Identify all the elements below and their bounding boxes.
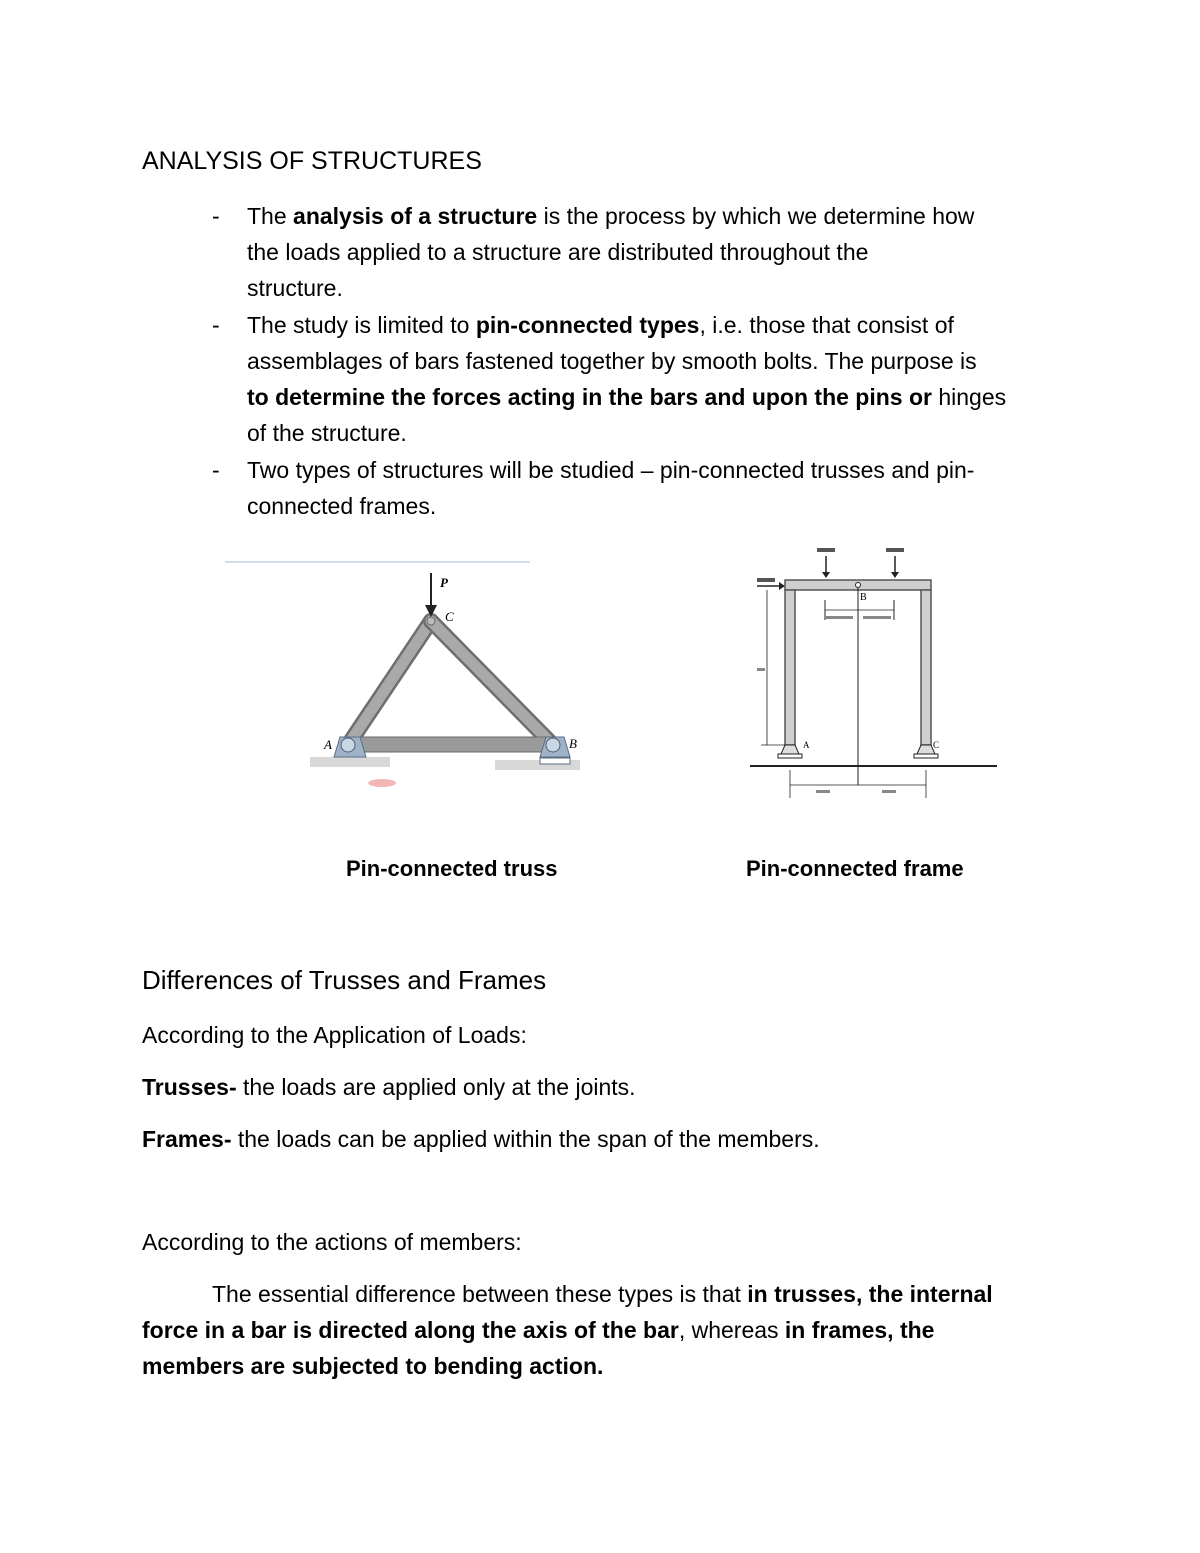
para-line-1: The essential difference between these types is that in trusses, the internal — [212, 1281, 993, 1307]
bullet-1-line-2: the loads applied to a structure are distributed throughout the — [247, 239, 869, 265]
subheading-actions: According to the actions of members: — [142, 1229, 522, 1255]
frames-line: Frames- the loads can be applied within the span of the members. — [142, 1126, 820, 1152]
column-right — [921, 590, 931, 745]
para-line-3: members are subjected to bending action. — [142, 1353, 604, 1379]
joint-label-c: C — [445, 609, 454, 624]
joint-label-c: C — [933, 740, 940, 750]
pin-c — [427, 617, 435, 625]
bullet-1-line-3: structure. — [247, 275, 343, 301]
bullet-3-line-2: connected frames. — [247, 493, 437, 519]
page-title: ANALYSIS OF STRUCTURES — [142, 147, 482, 175]
joint-label-a: A — [324, 737, 332, 752]
subheading-application: According to the Application of Loads: — [142, 1022, 527, 1048]
joint-label-b: B — [569, 736, 577, 751]
roller-b — [540, 758, 570, 764]
frame-caption: Pin-connected frame — [746, 856, 964, 881]
section-heading: Differences of Trusses and Frames — [142, 965, 547, 995]
joint-label-b: B — [860, 592, 867, 603]
bullet-2-line-2: assemblages of bars fastened together by smooth bolts. The purpose is — [247, 348, 977, 374]
bullet-dash: - — [212, 312, 220, 338]
pin-a — [341, 738, 355, 752]
load-tag-2 — [886, 548, 904, 552]
column-left — [785, 590, 795, 745]
bullet-2-line-4: of the structure. — [247, 420, 407, 446]
trusses-line: Trusses- the loads are applied only at the joints. — [142, 1074, 636, 1100]
bullet-2-line-3: to determine the forces acting in the bars and upon the pins or hinges — [247, 384, 1007, 410]
shadow-mark — [368, 779, 396, 787]
load-tag-1 — [817, 548, 835, 552]
frame-figure — [745, 540, 1005, 805]
joint-label-a: A — [803, 740, 810, 750]
hinge-b — [856, 583, 861, 588]
pin-b — [546, 738, 560, 752]
bullet-dash: - — [212, 457, 220, 483]
load-label: P — [440, 575, 448, 590]
bullet-2-line-1: The study is limited to pin-connected types, i.e. those that consist of — [247, 312, 954, 338]
bullet-1-line-1: The analysis of a structure is the process by which we determine how — [247, 203, 975, 229]
bullet-3-line-1: Two types of structures will be studied – pin-connected trusses and pin- — [247, 457, 975, 483]
para-line-2: force in a bar is directed along the axis of the bar, whereas in frames, the — [142, 1317, 935, 1343]
truss-caption: Pin-connected truss — [346, 856, 558, 881]
ground-left — [310, 757, 390, 767]
member-cb-face — [431, 621, 553, 745]
bullet-dash: - — [212, 203, 220, 229]
member-ab — [348, 737, 553, 752]
truss-figure — [220, 555, 600, 795]
load-tag-side — [757, 578, 775, 582]
member-ac-face — [348, 621, 431, 745]
